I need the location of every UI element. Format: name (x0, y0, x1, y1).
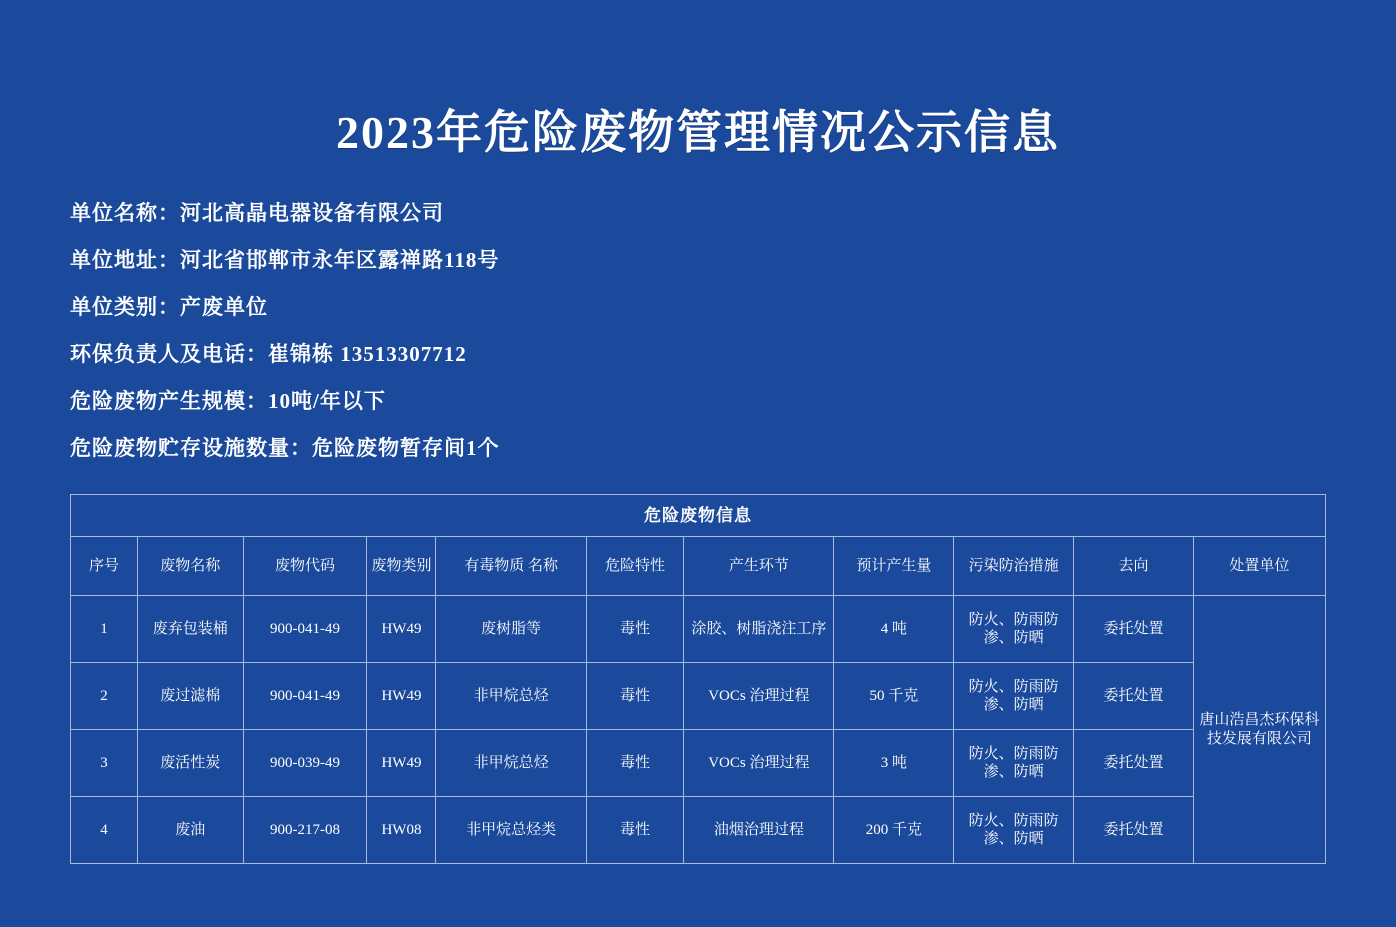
cell-pollution-measures: 防火、防雨防渗、防晒 (954, 797, 1074, 864)
meta-value-waste-scale: 10吨/年以下 (268, 389, 386, 413)
cell-generation-stage: VOCs 治理过程 (684, 663, 834, 730)
meta-value-storage-facilities: 危险废物暂存间1个 (312, 436, 500, 460)
meta-row-waste-scale (70, 378, 1326, 425)
column-header-pollution-measures: 污染防治措施 (954, 537, 1074, 596)
page-title: 2023年危险废物管理情况公示信息 (336, 107, 1060, 158)
cell-waste-name: 废油 (138, 797, 244, 864)
cell-waste-name: 废过滤棉 (138, 663, 244, 730)
cell-index: 1 (71, 596, 138, 663)
cell-waste-name: 废弃包装桶 (138, 596, 244, 663)
cell-hazard-property: 毒性 (586, 730, 683, 797)
cell-estimated-amount: 4 吨 (834, 596, 954, 663)
column-header-waste-code: 废物代码 (243, 537, 367, 596)
meta-value-contact: 崔锦栋 13513307712 (268, 342, 467, 366)
table-row (71, 663, 1326, 730)
meta-row-company-address (70, 237, 1326, 284)
cell-toxic-substance: 非甲烷总烃 (436, 663, 586, 730)
cell-toxic-substance: 非甲烷总烃 (436, 730, 586, 797)
meta-label-contact: 环保负责人及电话： (70, 342, 268, 366)
table-header-row (71, 537, 1326, 596)
meta-value-company-name: 河北高晶电器设备有限公司 (180, 201, 444, 225)
cell-estimated-amount: 200 千克 (834, 797, 954, 864)
cell-pollution-measures: 防火、防雨防渗、防晒 (954, 596, 1074, 663)
cell-hazard-property: 毒性 (586, 596, 683, 663)
cell-generation-stage: 涂胶、树脂浇注工序 (684, 596, 834, 663)
meta-row-storage-facilities (70, 425, 1326, 472)
cell-toxic-substance: 废树脂等 (436, 596, 586, 663)
cell-hazard-property: 毒性 (586, 663, 683, 730)
cell-waste-name: 废活性炭 (138, 730, 244, 797)
cell-index: 3 (71, 730, 138, 797)
cell-toxic-substance: 非甲烷总烃类 (436, 797, 586, 864)
cell-destination: 委托处置 (1074, 663, 1194, 730)
cell-estimated-amount: 50 千克 (834, 663, 954, 730)
meta-row-contact (70, 331, 1326, 378)
meta-label-company-category: 单位类别： (70, 295, 180, 319)
cell-hazard-property: 毒性 (586, 797, 683, 864)
cell-waste-category: HW49 (367, 663, 436, 730)
cell-waste-code: 900-041-49 (243, 663, 367, 730)
cell-destination: 委托处置 (1074, 730, 1194, 797)
cell-waste-category: HW49 (367, 596, 436, 663)
meta-label-storage-facilities: 危险废物贮存设施数量： (70, 436, 312, 460)
column-header-disposal-unit: 处置单位 (1193, 537, 1325, 596)
cell-waste-category: HW49 (367, 730, 436, 797)
company-info-list (70, 190, 1326, 472)
column-header-estimated-amount: 预计产生量 (834, 537, 954, 596)
meta-label-company-name: 单位名称： (70, 201, 180, 225)
cell-generation-stage: 油烟治理过程 (684, 797, 834, 864)
column-header-waste-name: 废物名称 (138, 537, 244, 596)
column-header-hazard-property: 危险特性 (586, 537, 683, 596)
cell-waste-code: 900-039-49 (243, 730, 367, 797)
column-header-generation-stage: 产生环节 (684, 537, 834, 596)
meta-value-company-category: 产废单位 (180, 295, 268, 319)
table-caption-row (71, 495, 1326, 537)
table-row (71, 596, 1326, 663)
meta-row-company-category (70, 284, 1326, 331)
meta-label-company-address: 单位地址： (70, 248, 180, 272)
table-row (71, 797, 1326, 864)
cell-index: 4 (71, 797, 138, 864)
column-header-index: 序号 (71, 537, 138, 596)
table-caption: 危险废物信息 (71, 495, 1326, 537)
table-row (71, 730, 1326, 797)
hazardous-waste-table (70, 494, 1326, 864)
meta-value-company-address: 河北省邯郸市永年区露禅路118号 (180, 248, 500, 272)
meta-label-waste-scale: 危险废物产生规模： (70, 389, 268, 413)
column-header-waste-category: 废物类别 (367, 537, 436, 596)
cell-index: 2 (71, 663, 138, 730)
cell-waste-category: HW08 (367, 797, 436, 864)
cell-disposal-unit: 唐山浩昌杰环保科技发展有限公司 (1193, 596, 1325, 864)
column-header-toxic-substance: 有毒物质 名称 (436, 537, 586, 596)
cell-pollution-measures: 防火、防雨防渗、防晒 (954, 730, 1074, 797)
cell-waste-code: 900-041-49 (243, 596, 367, 663)
cell-destination: 委托处置 (1074, 596, 1194, 663)
hazardous-waste-table-wrapper (70, 494, 1326, 864)
cell-generation-stage: VOCs 治理过程 (684, 730, 834, 797)
cell-estimated-amount: 3 吨 (834, 730, 954, 797)
column-header-destination: 去向 (1074, 537, 1194, 596)
cell-waste-code: 900-217-08 (243, 797, 367, 864)
cell-destination: 委托处置 (1074, 797, 1194, 864)
meta-row-company-name (70, 190, 1326, 237)
cell-pollution-measures: 防火、防雨防渗、防晒 (954, 663, 1074, 730)
